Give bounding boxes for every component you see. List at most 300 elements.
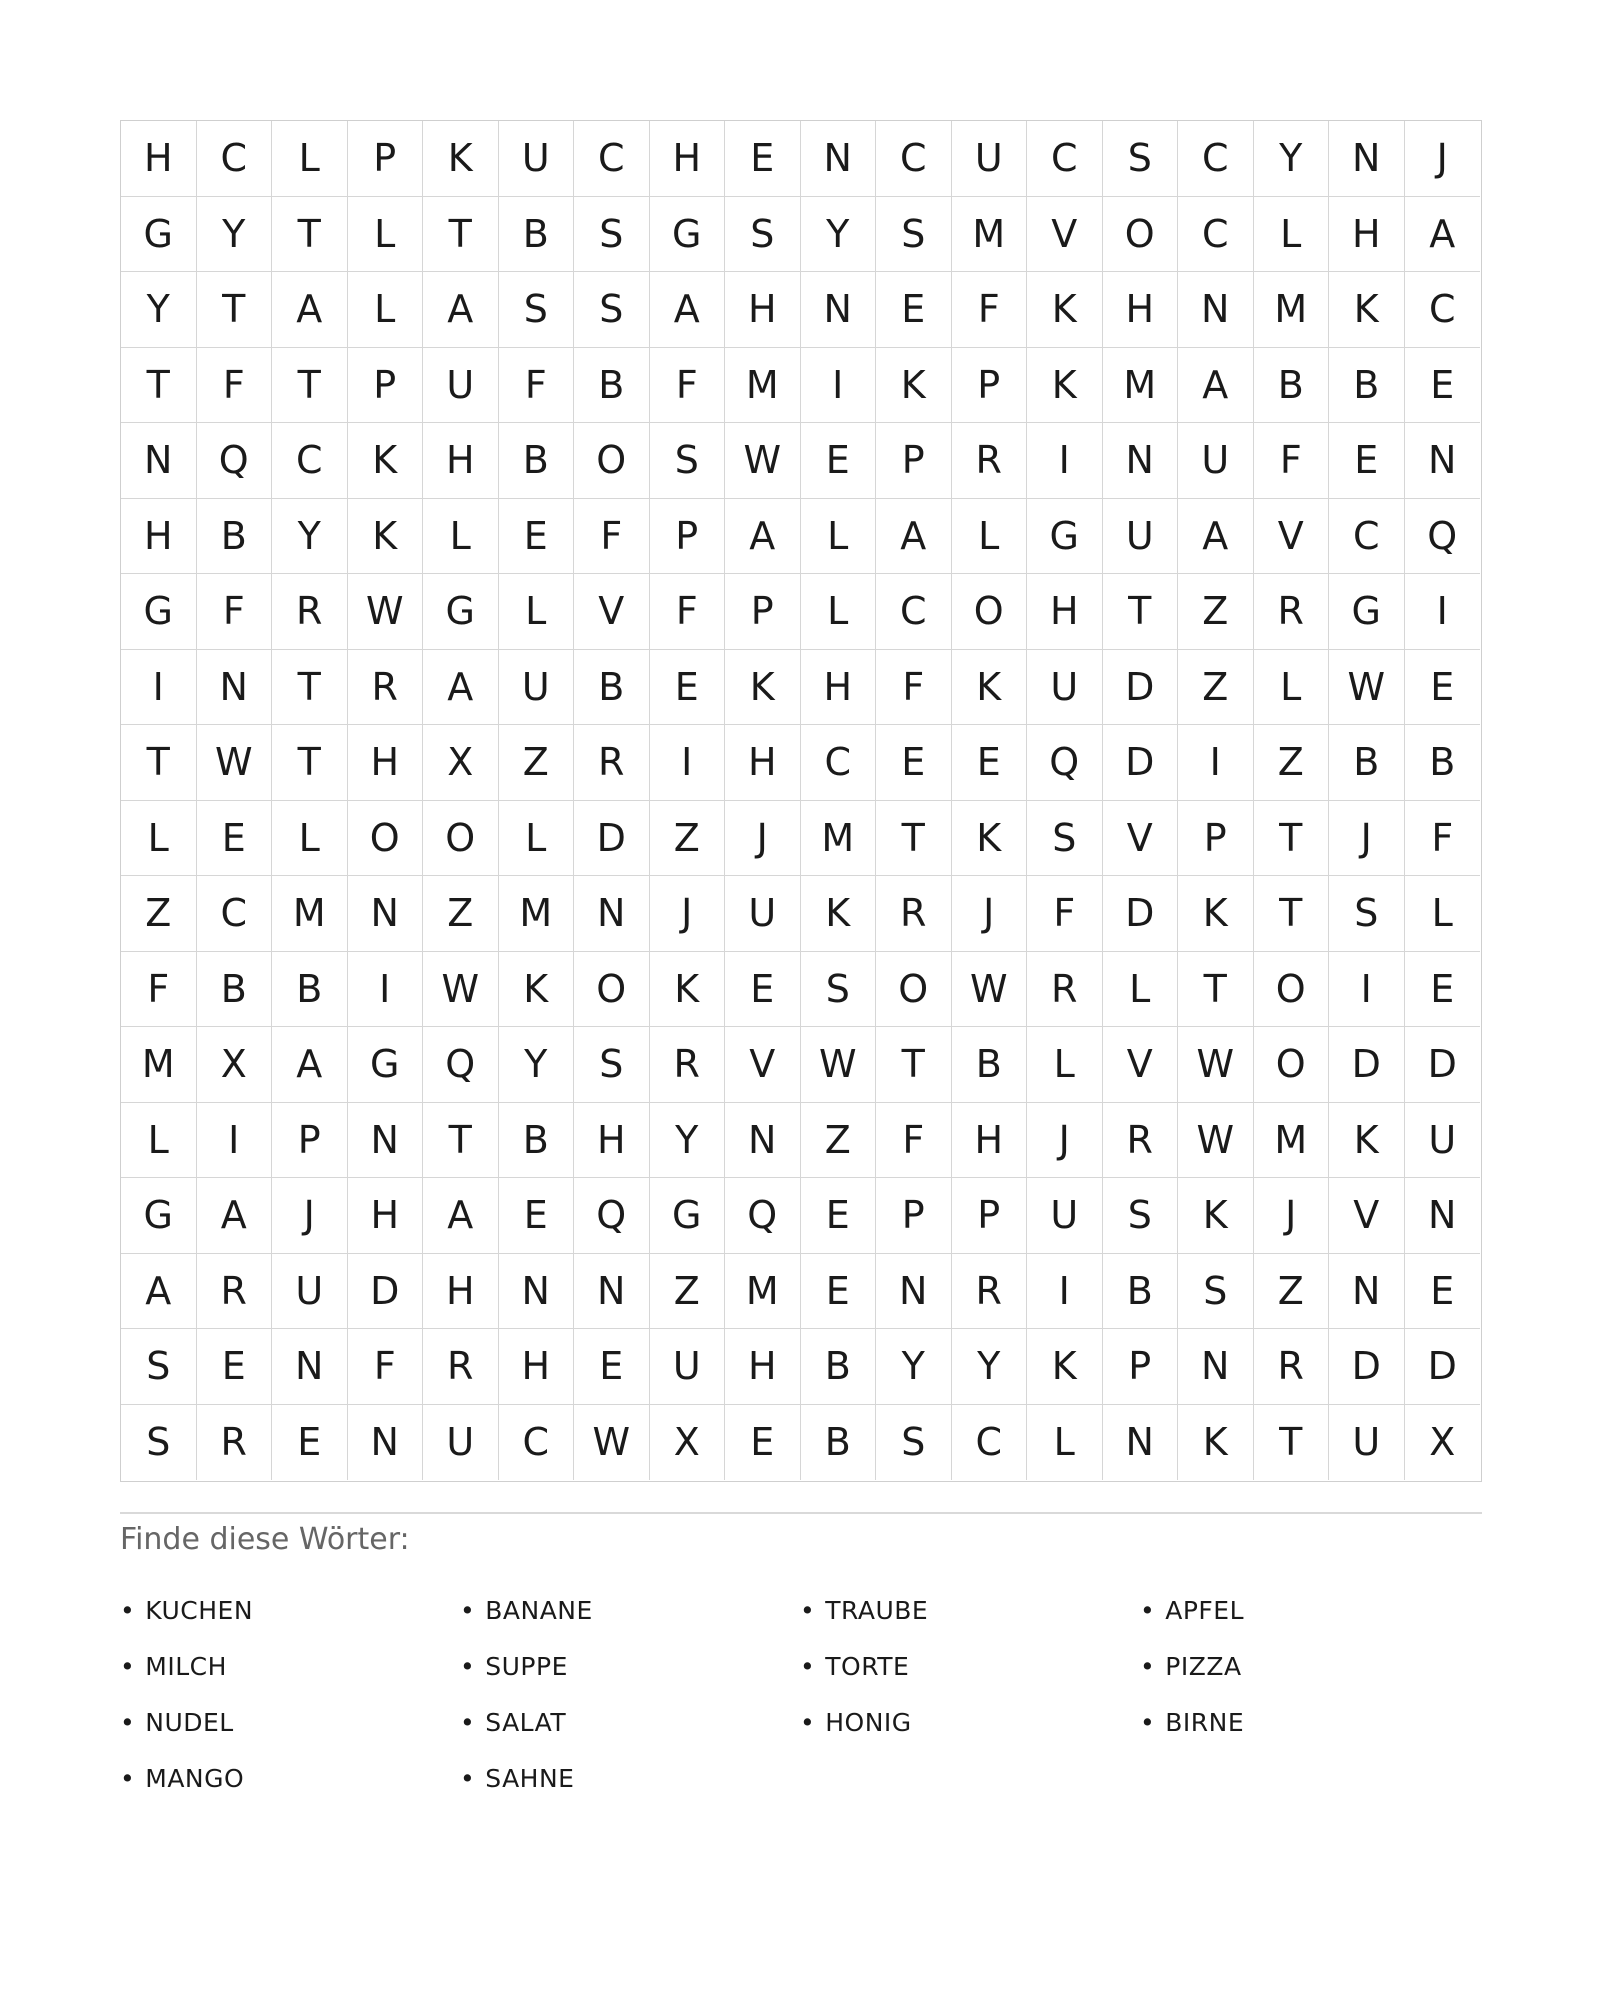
- grid-cell[interactable]: J: [952, 876, 1028, 952]
- grid-cell[interactable]: B: [574, 348, 650, 424]
- grid-cell[interactable]: C: [1178, 197, 1254, 273]
- grid-cell[interactable]: T: [272, 348, 348, 424]
- grid-cell[interactable]: A: [423, 1178, 499, 1254]
- grid-cell[interactable]: X: [650, 1405, 726, 1481]
- grid-cell[interactable]: B: [574, 650, 650, 726]
- grid-cell[interactable]: I: [348, 952, 424, 1028]
- grid-cell[interactable]: R: [272, 574, 348, 650]
- grid-cell[interactable]: S: [1103, 1178, 1179, 1254]
- grid-cell[interactable]: L: [801, 499, 877, 575]
- grid-cell[interactable]: I: [1027, 423, 1103, 499]
- grid-cell[interactable]: M: [1254, 272, 1330, 348]
- grid-cell[interactable]: B: [272, 952, 348, 1028]
- grid-cell[interactable]: A: [876, 499, 952, 575]
- grid-cell[interactable]: B: [499, 1103, 575, 1179]
- grid-cell[interactable]: T: [423, 1103, 499, 1179]
- grid-cell[interactable]: A: [725, 499, 801, 575]
- grid-cell[interactable]: U: [952, 121, 1028, 197]
- grid-cell[interactable]: G: [650, 1178, 726, 1254]
- grid-cell[interactable]: L: [952, 499, 1028, 575]
- grid-cell[interactable]: B: [1103, 1254, 1179, 1330]
- grid-cell[interactable]: W: [348, 574, 424, 650]
- grid-cell[interactable]: R: [1254, 574, 1330, 650]
- grid-cell[interactable]: T: [121, 348, 197, 424]
- grid-cell[interactable]: S: [1027, 801, 1103, 877]
- grid-cell[interactable]: O: [574, 952, 650, 1028]
- grid-cell[interactable]: L: [499, 801, 575, 877]
- grid-cell[interactable]: Y: [272, 499, 348, 575]
- grid-cell[interactable]: V: [1329, 1178, 1405, 1254]
- grid-cell[interactable]: C: [876, 121, 952, 197]
- grid-cell[interactable]: N: [1178, 1329, 1254, 1405]
- grid-cell[interactable]: L: [272, 121, 348, 197]
- grid-cell[interactable]: N: [348, 1405, 424, 1481]
- grid-cell[interactable]: W: [423, 952, 499, 1028]
- grid-cell[interactable]: R: [1103, 1103, 1179, 1179]
- grid-cell[interactable]: L: [348, 272, 424, 348]
- grid-cell[interactable]: B: [801, 1329, 877, 1405]
- grid-cell[interactable]: H: [121, 499, 197, 575]
- grid-cell[interactable]: Y: [801, 197, 877, 273]
- grid-cell[interactable]: A: [272, 272, 348, 348]
- grid-cell[interactable]: L: [423, 499, 499, 575]
- grid-cell[interactable]: C: [272, 423, 348, 499]
- grid-cell[interactable]: B: [499, 423, 575, 499]
- grid-cell[interactable]: O: [1254, 952, 1330, 1028]
- grid-cell[interactable]: L: [121, 1103, 197, 1179]
- grid-cell[interactable]: G: [348, 1027, 424, 1103]
- grid-cell[interactable]: K: [499, 952, 575, 1028]
- grid-cell[interactable]: A: [423, 272, 499, 348]
- grid-cell[interactable]: K: [1329, 272, 1405, 348]
- grid-cell[interactable]: V: [1103, 801, 1179, 877]
- grid-cell[interactable]: S: [499, 272, 575, 348]
- grid-cell[interactable]: K: [1027, 272, 1103, 348]
- grid-cell[interactable]: F: [121, 952, 197, 1028]
- grid-cell[interactable]: H: [725, 725, 801, 801]
- grid-cell[interactable]: K: [650, 952, 726, 1028]
- grid-cell[interactable]: J: [272, 1178, 348, 1254]
- grid-cell[interactable]: N: [801, 272, 877, 348]
- grid-cell[interactable]: H: [423, 423, 499, 499]
- grid-cell[interactable]: C: [197, 121, 273, 197]
- grid-cell[interactable]: I: [1405, 574, 1481, 650]
- grid-cell[interactable]: S: [574, 197, 650, 273]
- grid-cell[interactable]: U: [1329, 1405, 1405, 1481]
- grid-cell[interactable]: E: [499, 1178, 575, 1254]
- grid-cell[interactable]: M: [801, 801, 877, 877]
- grid-cell[interactable]: G: [1329, 574, 1405, 650]
- grid-cell[interactable]: M: [499, 876, 575, 952]
- grid-cell[interactable]: P: [348, 121, 424, 197]
- grid-cell[interactable]: H: [348, 1178, 424, 1254]
- grid-cell[interactable]: M: [725, 1254, 801, 1330]
- grid-cell[interactable]: A: [1178, 348, 1254, 424]
- grid-cell[interactable]: U: [725, 876, 801, 952]
- grid-cell[interactable]: X: [423, 725, 499, 801]
- grid-cell[interactable]: U: [1027, 1178, 1103, 1254]
- grid-cell[interactable]: S: [1329, 876, 1405, 952]
- grid-cell[interactable]: E: [197, 1329, 273, 1405]
- grid-cell[interactable]: I: [1329, 952, 1405, 1028]
- grid-cell[interactable]: H: [725, 272, 801, 348]
- grid-cell[interactable]: W: [725, 423, 801, 499]
- grid-cell[interactable]: U: [499, 121, 575, 197]
- grid-cell[interactable]: R: [876, 876, 952, 952]
- grid-cell[interactable]: D: [1103, 876, 1179, 952]
- grid-cell[interactable]: K: [348, 499, 424, 575]
- grid-cell[interactable]: H: [1027, 574, 1103, 650]
- grid-cell[interactable]: F: [197, 348, 273, 424]
- grid-cell[interactable]: I: [197, 1103, 273, 1179]
- grid-cell[interactable]: L: [499, 574, 575, 650]
- grid-cell[interactable]: G: [121, 1178, 197, 1254]
- grid-cell[interactable]: N: [1103, 423, 1179, 499]
- grid-cell[interactable]: D: [1103, 725, 1179, 801]
- grid-cell[interactable]: I: [121, 650, 197, 726]
- grid-cell[interactable]: C: [876, 574, 952, 650]
- grid-cell[interactable]: P: [876, 423, 952, 499]
- grid-cell[interactable]: T: [272, 725, 348, 801]
- grid-cell[interactable]: K: [423, 121, 499, 197]
- grid-cell[interactable]: Q: [1405, 499, 1481, 575]
- grid-cell[interactable]: B: [197, 499, 273, 575]
- grid-cell[interactable]: K: [952, 801, 1028, 877]
- grid-cell[interactable]: N: [121, 423, 197, 499]
- grid-cell[interactable]: H: [952, 1103, 1028, 1179]
- grid-cell[interactable]: N: [801, 121, 877, 197]
- grid-cell[interactable]: N: [1329, 121, 1405, 197]
- grid-cell[interactable]: D: [348, 1254, 424, 1330]
- grid-cell[interactable]: Y: [876, 1329, 952, 1405]
- grid-cell[interactable]: L: [348, 197, 424, 273]
- grid-cell[interactable]: L: [121, 801, 197, 877]
- grid-cell[interactable]: E: [801, 1178, 877, 1254]
- grid-cell[interactable]: R: [1254, 1329, 1330, 1405]
- grid-cell[interactable]: X: [1429, 1420, 1456, 1465]
- grid-cell[interactable]: Q: [197, 423, 273, 499]
- grid-cell[interactable]: P: [952, 348, 1028, 424]
- grid-cell[interactable]: G: [423, 574, 499, 650]
- grid-cell[interactable]: O: [574, 423, 650, 499]
- grid-cell[interactable]: S: [1178, 1254, 1254, 1330]
- grid-cell[interactable]: V: [1254, 499, 1330, 575]
- grid-cell[interactable]: I: [1178, 725, 1254, 801]
- grid-cell[interactable]: N: [1329, 1254, 1405, 1330]
- grid-cell[interactable]: A: [1178, 499, 1254, 575]
- grid-cell[interactable]: T: [121, 725, 197, 801]
- grid-cell[interactable]: C: [1027, 121, 1103, 197]
- grid-cell[interactable]: A: [121, 1254, 197, 1330]
- grid-cell[interactable]: T: [272, 197, 348, 273]
- grid-cell[interactable]: N: [272, 1329, 348, 1405]
- grid-cell[interactable]: H: [1103, 272, 1179, 348]
- grid-cell[interactable]: R: [197, 1405, 273, 1481]
- grid-cell[interactable]: G: [121, 197, 197, 273]
- grid-cell[interactable]: B: [1405, 725, 1481, 801]
- grid-cell[interactable]: K: [1178, 1178, 1254, 1254]
- grid-cell[interactable]: N: [574, 876, 650, 952]
- grid-cell[interactable]: E: [725, 121, 801, 197]
- grid-cell[interactable]: O: [1254, 1027, 1330, 1103]
- grid-cell[interactable]: J: [1027, 1103, 1103, 1179]
- grid-cell[interactable]: F: [1405, 801, 1481, 877]
- grid-cell[interactable]: F: [650, 574, 726, 650]
- grid-cell[interactable]: W: [1329, 650, 1405, 726]
- grid-cell[interactable]: D: [1329, 1027, 1405, 1103]
- grid-cell[interactable]: Y: [1254, 121, 1330, 197]
- grid-cell[interactable]: N: [1405, 423, 1481, 499]
- grid-cell[interactable]: S: [574, 1027, 650, 1103]
- grid-cell[interactable]: J: [650, 876, 726, 952]
- grid-cell[interactable]: N: [574, 1254, 650, 1330]
- grid-cell[interactable]: R: [423, 1329, 499, 1405]
- grid-cell[interactable]: L: [1254, 650, 1330, 726]
- grid-cell[interactable]: U: [499, 650, 575, 726]
- grid-cell[interactable]: E: [1405, 650, 1481, 726]
- grid-cell[interactable]: U: [272, 1254, 348, 1330]
- grid-cell[interactable]: M: [725, 348, 801, 424]
- grid-cell[interactable]: P: [725, 574, 801, 650]
- grid-cell[interactable]: O: [348, 801, 424, 877]
- grid-cell[interactable]: B: [801, 1405, 877, 1481]
- grid-cell[interactable]: C: [197, 876, 273, 952]
- grid-cell[interactable]: Z: [121, 876, 197, 952]
- grid-cell[interactable]: Y: [952, 1329, 1028, 1405]
- grid-cell[interactable]: S: [1103, 121, 1179, 197]
- grid-cell[interactable]: E: [574, 1329, 650, 1405]
- grid-cell[interactable]: U: [423, 348, 499, 424]
- grid-cell[interactable]: W: [952, 952, 1028, 1028]
- grid-cell[interactable]: H: [1329, 197, 1405, 273]
- grid-cell[interactable]: S: [725, 197, 801, 273]
- grid-cell[interactable]: R: [574, 725, 650, 801]
- grid-cell[interactable]: F: [197, 574, 273, 650]
- grid-cell[interactable]: Y: [121, 272, 197, 348]
- grid-cell[interactable]: E: [801, 1254, 877, 1330]
- grid-cell[interactable]: H: [725, 1329, 801, 1405]
- grid-cell[interactable]: E: [650, 650, 726, 726]
- grid-cell[interactable]: Z: [1254, 725, 1330, 801]
- grid-cell[interactable]: U: [1103, 499, 1179, 575]
- grid-cell[interactable]: N: [348, 876, 424, 952]
- grid-cell[interactable]: I: [801, 348, 877, 424]
- grid-cell[interactable]: I: [1027, 1254, 1103, 1330]
- grid-cell[interactable]: Y: [650, 1103, 726, 1179]
- grid-cell[interactable]: Q: [725, 1178, 801, 1254]
- grid-cell[interactable]: E: [952, 725, 1028, 801]
- grid-cell[interactable]: Z: [801, 1103, 877, 1179]
- grid-cell[interactable]: F: [348, 1329, 424, 1405]
- grid-cell[interactable]: E: [499, 499, 575, 575]
- grid-cell[interactable]: B: [1254, 348, 1330, 424]
- grid-cell[interactable]: Y: [197, 197, 273, 273]
- grid-cell[interactable]: F: [1254, 423, 1330, 499]
- grid-cell[interactable]: C: [499, 1405, 575, 1481]
- grid-cell[interactable]: R: [952, 1254, 1028, 1330]
- grid-cell[interactable]: E: [1405, 952, 1481, 1028]
- grid-cell[interactable]: E: [272, 1405, 348, 1481]
- grid-cell[interactable]: B: [1329, 348, 1405, 424]
- grid-cell[interactable]: K: [1178, 1405, 1254, 1481]
- grid-cell[interactable]: P: [1103, 1329, 1179, 1405]
- grid-cell[interactable]: S: [574, 272, 650, 348]
- grid-cell[interactable]: Z: [650, 801, 726, 877]
- grid-cell[interactable]: K: [801, 876, 877, 952]
- grid-cell[interactable]: T: [197, 272, 273, 348]
- grid-cell[interactable]: L: [1103, 952, 1179, 1028]
- grid-cell[interactable]: T: [876, 1027, 952, 1103]
- grid-cell[interactable]: U: [1178, 423, 1254, 499]
- grid-cell[interactable]: W: [197, 725, 273, 801]
- grid-cell[interactable]: O: [952, 574, 1028, 650]
- grid-cell[interactable]: E: [725, 1405, 801, 1481]
- grid-cell[interactable]: A: [423, 650, 499, 726]
- grid-cell[interactable]: C: [1329, 499, 1405, 575]
- grid-cell[interactable]: B: [197, 952, 273, 1028]
- grid-cell[interactable]: M: [1254, 1103, 1330, 1179]
- grid-cell[interactable]: C: [1405, 272, 1481, 348]
- grid-cell[interactable]: T: [1254, 801, 1330, 877]
- grid-cell[interactable]: S: [876, 197, 952, 273]
- grid-cell[interactable]: Z: [1178, 650, 1254, 726]
- grid-cell[interactable]: Q: [1027, 725, 1103, 801]
- grid-cell[interactable]: J: [1405, 121, 1481, 197]
- grid-cell[interactable]: G: [121, 574, 197, 650]
- grid-cell[interactable]: V: [725, 1027, 801, 1103]
- grid-cell[interactable]: L: [1405, 876, 1481, 952]
- grid-cell[interactable]: E: [876, 725, 952, 801]
- grid-cell[interactable]: S: [650, 423, 726, 499]
- grid-cell[interactable]: U: [1405, 1103, 1481, 1179]
- grid-cell[interactable]: W: [574, 1405, 650, 1481]
- grid-cell[interactable]: E: [876, 272, 952, 348]
- grid-cell[interactable]: O: [1103, 197, 1179, 273]
- grid-cell[interactable]: R: [650, 1027, 726, 1103]
- grid-cell[interactable]: K: [1027, 1329, 1103, 1405]
- grid-cell[interactable]: E: [1405, 348, 1481, 424]
- grid-cell[interactable]: N: [197, 650, 273, 726]
- grid-cell[interactable]: D: [1329, 1329, 1405, 1405]
- grid-cell[interactable]: L: [1254, 197, 1330, 273]
- grid-cell[interactable]: K: [876, 348, 952, 424]
- grid-cell[interactable]: M: [952, 197, 1028, 273]
- grid-cell[interactable]: D: [574, 801, 650, 877]
- grid-cell[interactable]: V: [1027, 197, 1103, 273]
- grid-cell[interactable]: W: [1178, 1027, 1254, 1103]
- grid-cell[interactable]: P: [272, 1103, 348, 1179]
- grid-cell[interactable]: Z: [499, 725, 575, 801]
- grid-cell[interactable]: K: [725, 650, 801, 726]
- grid-cell[interactable]: D: [1103, 650, 1179, 726]
- grid-cell[interactable]: H: [801, 650, 877, 726]
- grid-cell[interactable]: K: [952, 650, 1028, 726]
- grid-cell[interactable]: T: [1254, 876, 1330, 952]
- grid-cell[interactable]: M: [272, 876, 348, 952]
- grid-cell[interactable]: Z: [1178, 574, 1254, 650]
- grid-cell[interactable]: T: [1103, 574, 1179, 650]
- grid-cell[interactable]: U: [650, 1329, 726, 1405]
- grid-cell[interactable]: E: [801, 423, 877, 499]
- grid-cell[interactable]: G: [650, 197, 726, 273]
- grid-cell[interactable]: X: [197, 1027, 273, 1103]
- grid-cell[interactable]: F: [876, 1103, 952, 1179]
- grid-cell[interactable]: H: [499, 1329, 575, 1405]
- grid-cell[interactable]: B: [952, 1027, 1028, 1103]
- grid-cell[interactable]: I: [650, 725, 726, 801]
- grid-cell[interactable]: E: [1405, 1254, 1481, 1330]
- grid-cell[interactable]: O: [876, 952, 952, 1028]
- grid-cell[interactable]: D: [1405, 1329, 1481, 1405]
- grid-cell[interactable]: H: [121, 121, 197, 197]
- grid-cell[interactable]: L: [801, 574, 877, 650]
- grid-cell[interactable]: N: [876, 1254, 952, 1330]
- grid-cell[interactable]: E: [725, 952, 801, 1028]
- grid-cell[interactable]: R: [197, 1254, 273, 1330]
- grid-cell[interactable]: N: [1178, 272, 1254, 348]
- grid-cell[interactable]: Z: [650, 1254, 726, 1330]
- grid-cell[interactable]: T: [1254, 1405, 1330, 1481]
- grid-cell[interactable]: E: [197, 801, 273, 877]
- grid-cell[interactable]: C: [1178, 121, 1254, 197]
- grid-cell[interactable]: H: [650, 121, 726, 197]
- grid-cell[interactable]: K: [1329, 1103, 1405, 1179]
- grid-cell[interactable]: G: [1027, 499, 1103, 575]
- grid-cell[interactable]: Y: [499, 1027, 575, 1103]
- grid-cell[interactable]: B: [499, 197, 575, 273]
- grid-cell[interactable]: N: [725, 1103, 801, 1179]
- grid-cell[interactable]: P: [1178, 801, 1254, 877]
- grid-cell[interactable]: Z: [423, 876, 499, 952]
- grid-cell[interactable]: T: [272, 650, 348, 726]
- grid-cell[interactable]: K: [348, 423, 424, 499]
- grid-cell[interactable]: V: [574, 574, 650, 650]
- grid-cell[interactable]: N: [1405, 1178, 1481, 1254]
- grid-cell[interactable]: U: [1027, 650, 1103, 726]
- grid-cell[interactable]: A: [650, 272, 726, 348]
- grid-cell[interactable]: R: [348, 650, 424, 726]
- grid-cell[interactable]: R: [1027, 952, 1103, 1028]
- grid-cell[interactable]: L: [272, 801, 348, 877]
- grid-cell[interactable]: M: [1103, 348, 1179, 424]
- grid-cell[interactable]: P: [348, 348, 424, 424]
- grid-cell[interactable]: Q: [574, 1178, 650, 1254]
- grid-cell[interactable]: V: [1103, 1027, 1179, 1103]
- grid-cell[interactable]: E: [1329, 423, 1405, 499]
- grid-cell[interactable]: H: [574, 1103, 650, 1179]
- grid-cell[interactable]: F: [952, 272, 1028, 348]
- grid-cell[interactable]: H: [423, 1254, 499, 1330]
- grid-cell[interactable]: T: [423, 197, 499, 273]
- grid-cell[interactable]: C: [952, 1405, 1028, 1481]
- grid-cell[interactable]: C: [574, 121, 650, 197]
- grid-cell[interactable]: S: [121, 1329, 197, 1405]
- grid-cell[interactable]: F: [1027, 876, 1103, 952]
- grid-cell[interactable]: L: [1027, 1027, 1103, 1103]
- grid-cell[interactable]: S: [876, 1405, 952, 1481]
- grid-cell[interactable]: S: [801, 952, 877, 1028]
- grid-cell[interactable]: U: [423, 1405, 499, 1481]
- grid-cell[interactable]: K: [1027, 348, 1103, 424]
- grid-cell[interactable]: A: [272, 1027, 348, 1103]
- grid-cell[interactable]: F: [650, 348, 726, 424]
- grid-cell[interactable]: F: [876, 650, 952, 726]
- grid-cell[interactable]: P: [650, 499, 726, 575]
- grid-cell[interactable]: T: [876, 801, 952, 877]
- grid-cell[interactable]: W: [801, 1027, 877, 1103]
- grid-cell[interactable]: D: [1405, 1027, 1481, 1103]
- grid-cell[interactable]: H: [348, 725, 424, 801]
